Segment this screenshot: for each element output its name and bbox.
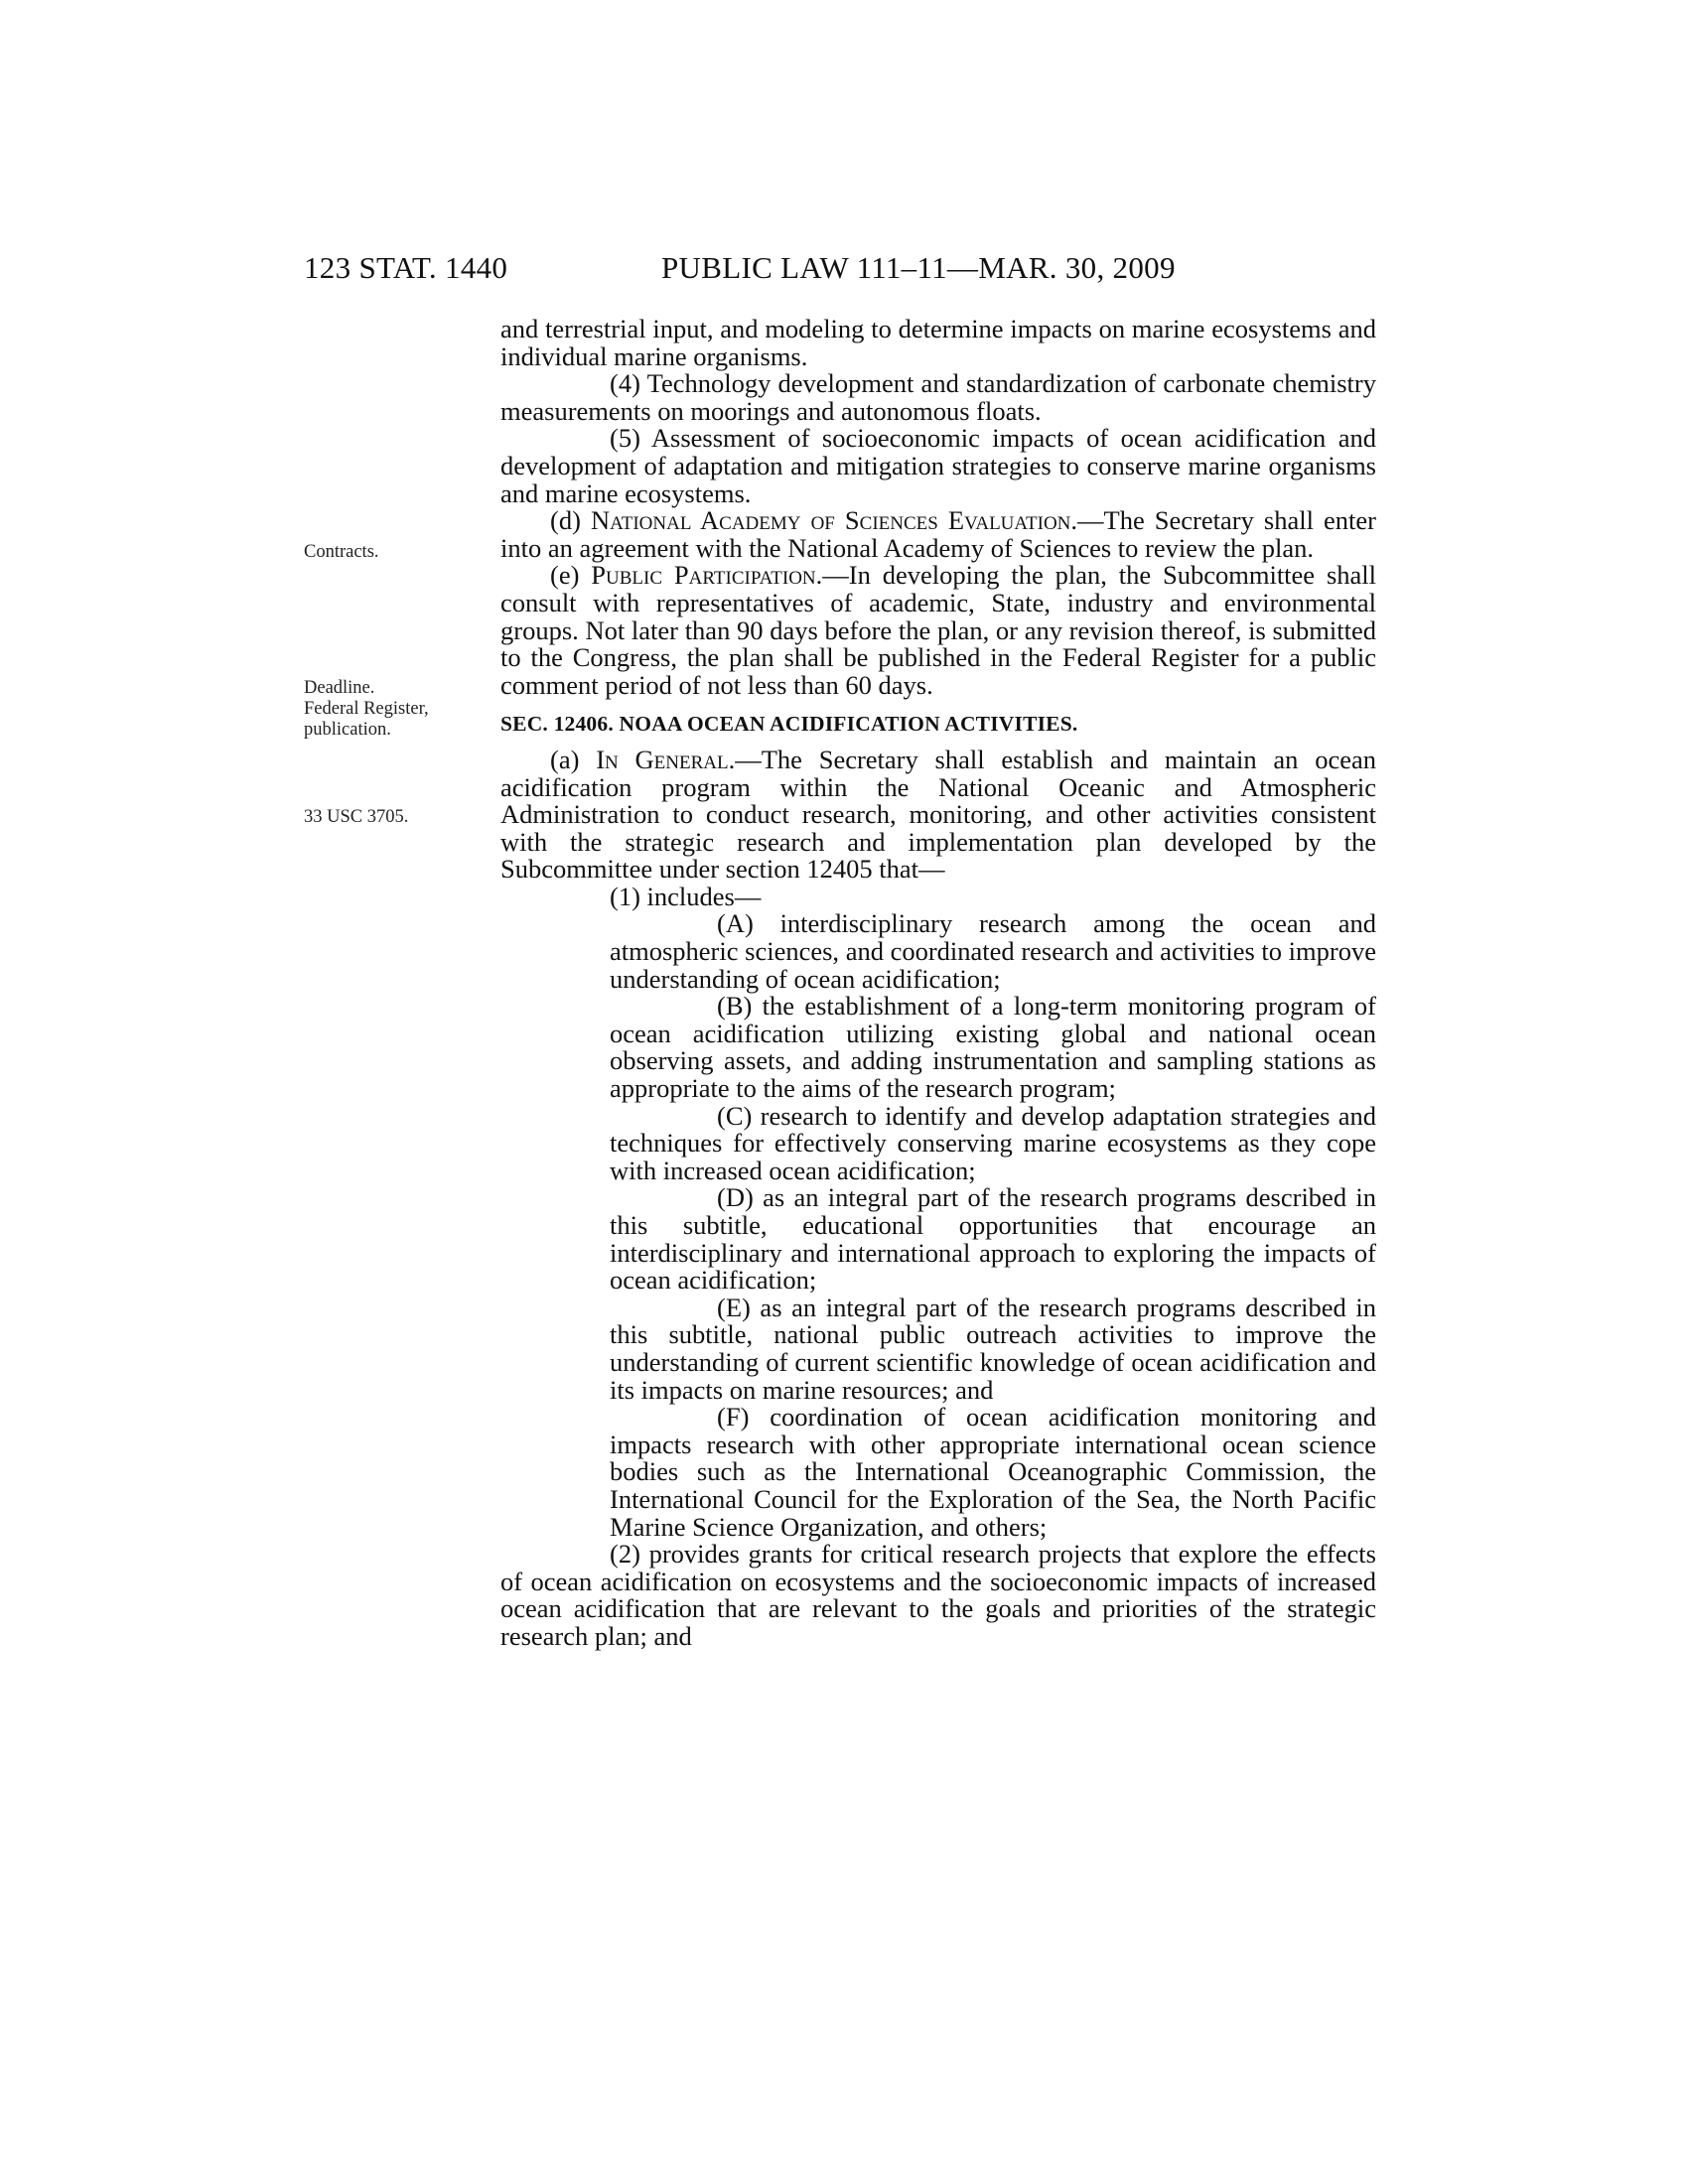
subsection-a-label: (a)	[550, 744, 597, 774]
paragraph-4: (4) Technology development and standardization of carbonate chemistry measurements on moorings and autonomous floats.	[500, 368, 1376, 426]
margin-note-contracts: Contracts.	[304, 542, 379, 562]
margin-note-federal-register: Federal Register,	[304, 699, 429, 719]
paragraph-5: (5) Assessment of socioeconomic impacts of ocean acidification and development of adaptation and mitigation strategies to conserve marine organisms and marine ecosystems.	[500, 423, 1376, 508]
item-1: (1) includes—	[610, 881, 762, 911]
stat-page-number: 123 STAT. 1440	[304, 250, 508, 285]
margin-note-publication: publication.	[304, 720, 391, 740]
subsection-d	[500, 507, 1376, 562]
item-2: (2) provides grants for critical research projects that explore the effects of ocean acidification on ecosystems and the socioeconomic impacts of increased ocean acidification that are relevant to the goals and priorities of the strategic research plan; and	[500, 1539, 1376, 1651]
subsection-a-text: .—The Secretary shall establish and maintain an ocean acidification program within the National Oceanic and Atmospheric Administration to conduct research, monitoring, and other activities consistent with the strategic research and implementation plan developed by the Subcommittee under section 12405 that—	[500, 744, 1376, 885]
item-a: (A) interdisciplinary research among the ocean and atmospheric sciences, and coordinated research and activities to improve understanding of ocean acidification;	[610, 908, 1376, 994]
subsection-a-heading: In General	[596, 744, 729, 774]
subsection-e-label: (e)	[550, 560, 592, 591]
subsection-e-text: .—In developing the plan, the Subcommittee shall consult with representatives of academic, State, industry and environmental groups. Not later than 90 days before the plan, or any revision thereof, is submitted to the Congress, the plan shall be published in the Federal Register for a public comment period of not less than 60 days.	[500, 560, 1376, 700]
item-d: (D) as an integral part of the research programs described in this subtitle, educational opportunities that encourage an interdisciplinary and international approach to exploring the impacts of ocean acidification;	[610, 1182, 1376, 1296]
statute-body	[500, 316, 1376, 1651]
margin-note-deadline: Deadline.	[304, 678, 375, 698]
subsection-e	[500, 562, 1376, 699]
subsection-a	[500, 744, 1376, 885]
subsection-d-label: (d)	[550, 505, 591, 536]
section-heading: SEC. 12406. NOAA OCEAN ACIDIFICATION ACTIVITIES.	[500, 712, 1078, 737]
paragraph-continuation: and terrestrial input, and modeling to determine impacts on marine ecosystems and individual marine organisms.	[500, 314, 1376, 371]
public-law-title: PUBLIC LAW 111–11—MAR. 30, 2009	[661, 250, 1176, 285]
item-b: (B) the establishment of a long-term monitoring program of ocean acidification utilizing existing global and national ocean observing assets, and adding instrumentation and sampling stations as appropriate to the aims of the research program;	[610, 991, 1376, 1104]
subsection-d-heading: National Academy of Sciences Evaluation	[590, 505, 1071, 536]
item-f: (F) coordination of ocean acidification monitoring and impacts research with other appropriate international ocean science bodies such as the International Oceanographic Commission, the International Council for the Exploration of the Sea, the North Pacific Marine Science Organization, and others;	[610, 1402, 1376, 1542]
item-c: (C) research to identify and develop adaptation strategies and techniques for effectively conserving marine ecosystems as they cope with increased ocean acidification;	[610, 1100, 1376, 1185]
running-header	[304, 250, 1376, 290]
margin-note-usc: 33 USC 3705.	[304, 807, 409, 827]
subsection-e-heading: Public Participation	[591, 560, 816, 591]
subsection-d-text: .—The Secretary shall enter into an agreement with the National Academy of Sciences to review the plan.	[500, 505, 1376, 563]
item-e: (E) as an integral part of the research programs described in this subtitle, national public outreach activities to improve the understanding of current scientific knowledge of ocean acidification and its impacts on marine resources; and	[610, 1292, 1376, 1405]
